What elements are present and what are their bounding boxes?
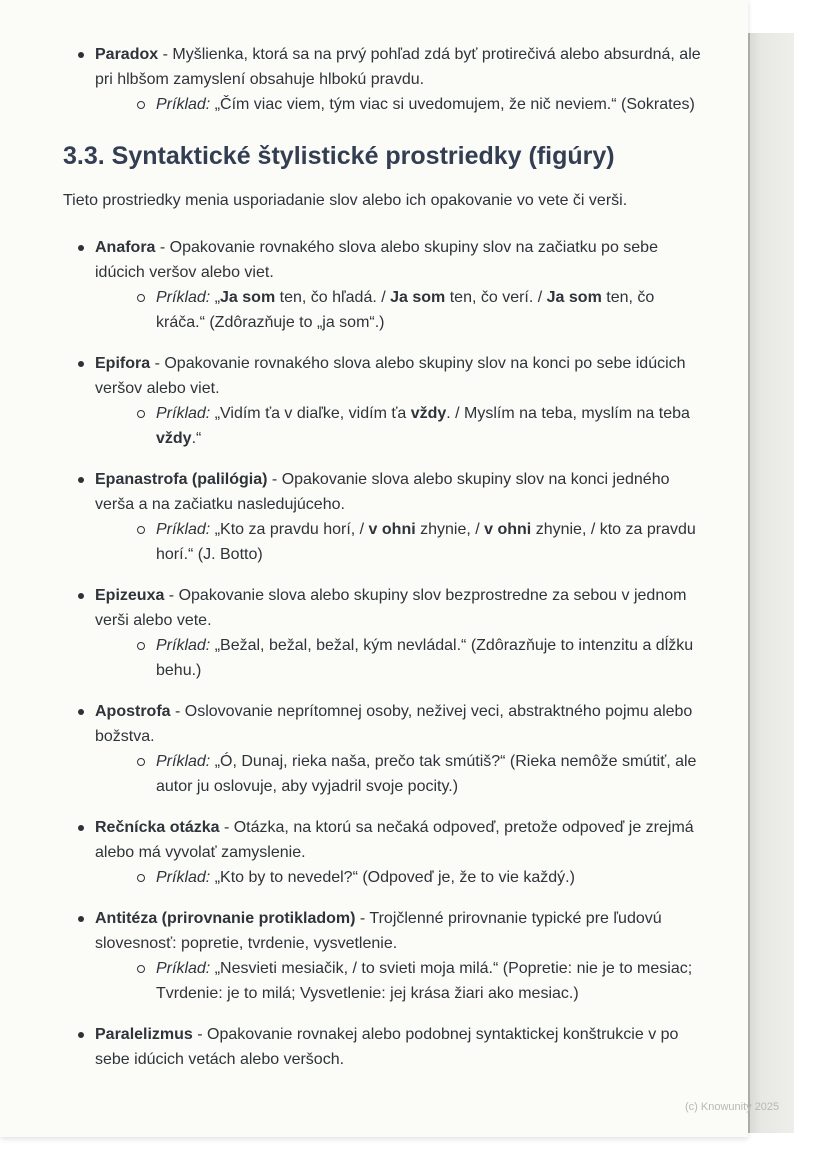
- term-label: Paradox: [95, 46, 159, 63]
- term-separator: -: [158, 46, 173, 63]
- example-row: [137, 92, 705, 117]
- definition-text: Opakovanie slova alebo skupiny slov bezprostredne za sebou v jednom verši alebo vete.: [95, 587, 687, 629]
- example-text: Príklad: „Ja som ten, čo hľadá. / Ja som ten, čo verí. / Ja som ten, čo kráča.“ (Zdôrazňuje to „ja som“.): [156, 289, 655, 331]
- term-definition: [95, 1022, 705, 1072]
- example-text: Príklad: „Nesvieti mesiačik, / to svieti moja milá.“ (Popretie: nie je to mesiac; Tvrdenie: je to milá; Vysvetlenie: jej krása žiari ako mesiac.): [156, 960, 693, 1002]
- term-label: Rečnícka otázka: [95, 819, 220, 836]
- definition-text: Opakovanie rovnakého slova alebo skupiny slov na začiatku po sebe idúcich veršov alebo viet.: [95, 239, 658, 281]
- list-item-recnicka-otazka: [63, 815, 705, 890]
- term-label: Epifora: [95, 355, 151, 372]
- list-item-paralelizmus: [63, 1022, 705, 1072]
- term-label: Epanastrofa (palilógia): [95, 471, 268, 488]
- example-row: [137, 956, 705, 1006]
- circle-bullet-icon: [137, 965, 145, 973]
- term-label: Paralelizmus: [95, 1026, 193, 1043]
- term-definition: [95, 699, 705, 749]
- example-text: Príklad: „Čím viac viem, tým viac si uvedomujem, že nič neviem.“ (Sokrates): [156, 96, 695, 113]
- circle-bullet-icon: [137, 294, 145, 302]
- circle-bullet-icon: [137, 101, 145, 109]
- bullet-icon: [78, 361, 84, 367]
- circle-bullet-icon: [137, 410, 145, 418]
- example-row: [137, 517, 705, 567]
- example-text: Príklad: „Kto za pravdu horí, / v ohni zhynie, / v ohni zhynie, / kto za pravdu horí.“ (J. Botto): [156, 521, 696, 563]
- page-edge-strip: [748, 33, 794, 1133]
- list-item-epanastrofa: [63, 467, 705, 567]
- list-item-anafora: [63, 235, 705, 335]
- term-label: Anafora: [95, 239, 156, 256]
- definition-text: Opakovanie slova alebo skupiny slov na konci jedného verša a na začiatku nasledujúceho.: [95, 471, 670, 513]
- circle-bullet-icon: [137, 874, 145, 882]
- bullet-icon: [78, 52, 84, 58]
- term-definition: [95, 235, 705, 285]
- list-item-apostrofa: [63, 699, 705, 799]
- watermark: (c) Knowunity 2025: [685, 1101, 780, 1113]
- example-row: [137, 285, 705, 335]
- term-separator: -: [150, 355, 165, 372]
- example-text: Príklad: „Vidím ťa v diaľke, vidím ťa vždy. / Myslím na teba, myslím na teba vždy.“: [156, 405, 690, 447]
- bullet-icon: [78, 825, 84, 831]
- list-item-paradox: [63, 42, 705, 117]
- page-content: [63, 42, 705, 1072]
- term-separator: -: [192, 1026, 208, 1043]
- example-text: Príklad: „Ó, Dunaj, rieka naša, prečo tak smútiš?“ (Rieka nemôže smútiť, ale autor ju oslovuje, aby vyjadril svoje pocity.): [156, 753, 697, 795]
- list-item-epifora: [63, 351, 705, 451]
- list-item-antiteza: [63, 906, 705, 1006]
- bullet-icon: [78, 593, 84, 599]
- term-separator: -: [267, 471, 282, 488]
- term-definition: [95, 906, 705, 956]
- term-label: Epizeuxa: [95, 587, 165, 604]
- term-separator: -: [155, 239, 170, 256]
- example-text: Príklad: „Kto by to nevedel?“ (Odpoveď je, že to vie každý.): [156, 869, 575, 886]
- definition-text: Opakovanie rovnakej alebo podobnej syntaktickej konštrukcie v po sebe idúcich vetách alebo veršoch.: [95, 1026, 679, 1068]
- term-definition: [95, 467, 705, 517]
- definition-text: Otázka, na ktorú sa nečaká odpoveď, pretože odpoveď je zrejmá alebo má vyvolať zamyslenie.: [95, 819, 694, 861]
- bullet-icon: [78, 477, 84, 483]
- circle-bullet-icon: [137, 642, 145, 650]
- bullet-icon: [78, 1032, 84, 1038]
- bullet-icon: [78, 916, 84, 922]
- section-heading: 3.3. Syntaktické štylistické prostriedky (figúry): [63, 142, 615, 170]
- term-definition: [95, 351, 705, 401]
- definition-list: [63, 235, 705, 1072]
- example-text: Príklad: „Bežal, bežal, bežal, kým nevládal.“ (Zdôrazňuje to intenzitu a dĺžku behu.): [156, 637, 694, 679]
- term-definition: [95, 42, 705, 92]
- term-separator: -: [355, 910, 370, 927]
- circle-bullet-icon: [137, 526, 145, 534]
- term-definition: [95, 583, 705, 633]
- definition-text: Trojčlenné prirovnanie typické pre ľudovú slovesnosť: popretie, tvrdenie, vysvetlenie.: [95, 910, 662, 952]
- term-separator: -: [170, 703, 185, 720]
- term-label: Antitéza (prirovnanie protikladom): [95, 910, 356, 927]
- definition-text: Oslovovanie neprítomnej osoby, neživej veci, abstraktného pojmu alebo božstva.: [95, 703, 693, 745]
- term-definition: [95, 815, 705, 865]
- term-separator: -: [219, 819, 234, 836]
- example-row: [137, 633, 705, 683]
- bullet-icon: [78, 709, 84, 715]
- term-label: Apostrofa: [95, 703, 171, 720]
- definition-text: Opakovanie rovnakého slova alebo skupiny slov na konci po sebe idúcich veršov alebo viet.: [95, 355, 686, 397]
- term-separator: -: [164, 587, 179, 604]
- example-row: [137, 401, 705, 451]
- list-item-epizeuxa: [63, 583, 705, 683]
- bullet-icon: [78, 245, 84, 251]
- intro-paragraph: Tieto prostriedky menia usporiadanie slov alebo ich opakovanie vo vete či verši.: [63, 192, 628, 209]
- definition-text: Myšlienka, ktorá sa na prvý pohľad zdá byť protirečivá alebo absurdná, ale pri hlbšom zamyslení obsahuje hlbokú pravdu.: [95, 46, 701, 88]
- top-definition-list: [63, 42, 705, 117]
- example-row: [137, 749, 705, 799]
- circle-bullet-icon: [137, 758, 145, 766]
- example-row: [137, 865, 705, 890]
